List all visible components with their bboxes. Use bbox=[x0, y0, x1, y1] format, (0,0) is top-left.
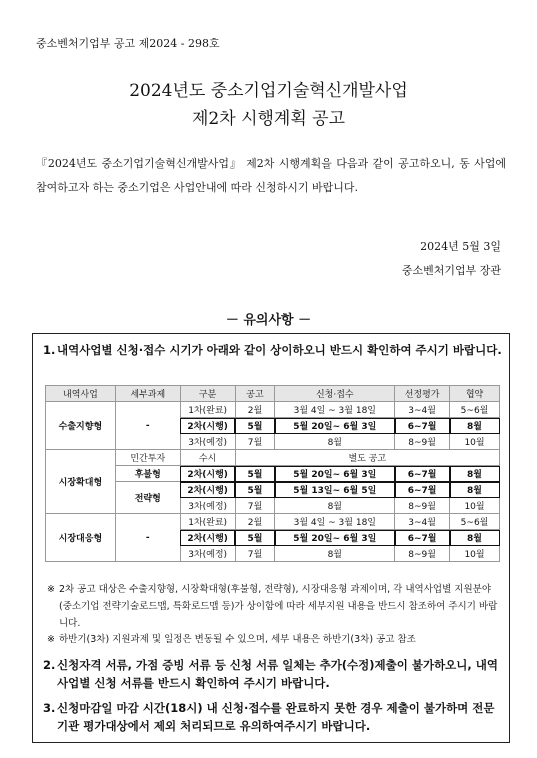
table-cell: 2차(시행) bbox=[180, 466, 235, 482]
note-number: 2. bbox=[43, 658, 56, 672]
table-row bbox=[46, 402, 500, 418]
table-cell: 2차(시행) bbox=[180, 530, 235, 546]
group-cell: 시장대응형 bbox=[46, 514, 116, 562]
notice-date: 2024년 5월 3일 bbox=[420, 240, 501, 253]
table-cell: 1차(완료) bbox=[180, 514, 235, 530]
col-header: 내역사업 bbox=[46, 386, 116, 402]
group-cell: 시장확대형 bbox=[46, 450, 116, 514]
table-cell: 5월 20일~ 6월 3일 bbox=[275, 418, 395, 434]
sub-cell: 전략형 bbox=[115, 482, 180, 514]
table-cell: 10월 bbox=[450, 498, 500, 514]
note-item-2 bbox=[43, 656, 505, 692]
footnote-mark: ※ bbox=[47, 634, 55, 645]
table-row bbox=[46, 514, 500, 530]
table-cell: 7월 bbox=[235, 498, 275, 514]
footnote-2 bbox=[47, 631, 502, 648]
page-subtitle: 제2차 시행계획 공고 bbox=[192, 109, 345, 129]
table-row bbox=[46, 450, 500, 466]
sub-cell: 민간투자 bbox=[115, 450, 180, 466]
table-cell: 6~7월 bbox=[395, 466, 450, 482]
table-cell: 2월 bbox=[235, 402, 275, 418]
footnote-mark: ※ bbox=[47, 584, 55, 595]
table-cell: 5~6월 bbox=[450, 514, 500, 530]
col-header: 선정평가 bbox=[395, 386, 450, 402]
table-cell: 5월 bbox=[235, 418, 275, 434]
table-cell: 8월 bbox=[450, 530, 500, 546]
footnote-1 bbox=[47, 581, 502, 632]
table-cell: 8월 bbox=[450, 418, 500, 434]
notes-box bbox=[32, 333, 510, 743]
footnote-text: 하반기(3차) 지원과제 및 일정은 변동될 수 있으며, 세부 내용은 하반기(3차) 공고 참조 bbox=[59, 634, 416, 645]
table-cell: 5월 bbox=[235, 466, 275, 482]
note-item-1 bbox=[43, 341, 505, 359]
table-cell: 8월 bbox=[275, 434, 395, 450]
col-header: 공고 bbox=[235, 386, 275, 402]
table-cell: 8~9월 bbox=[395, 498, 450, 514]
sub-cell: - bbox=[115, 402, 180, 450]
note-text: 신청마감일 마감 시간(18시) 내 신청·접수를 완료하지 못한 경우 제출이 불가하며 전문기관 평가대상에서 제외 처리되므로 유의하여주시기 바랍니다. bbox=[57, 701, 495, 733]
table-cell: 6~7월 bbox=[395, 418, 450, 434]
table-cell: 5월 bbox=[235, 482, 275, 498]
footnote-text: 2차 공고 대상은 수출지향형, 시장확대형(후불형, 전략형), 시장대응형 과제이며, 각 내역사업별 지원분야(중소기업 전략기술로드맵, 특화로드맵 등)가 상이함에 따라 세부지원 내용을 반드시 참조하여 주시기 바랍니다. bbox=[59, 584, 498, 629]
table-cell: 8월 bbox=[275, 546, 395, 562]
table-cell: 8월 bbox=[450, 482, 500, 498]
note-number: 3. bbox=[43, 701, 56, 715]
table-cell: 3차(예정) bbox=[180, 498, 235, 514]
table-cell: 8~9월 bbox=[395, 546, 450, 562]
table-cell: 5월 20일~ 6월 3일 bbox=[275, 466, 395, 482]
page-title: 2024년도 중소기업기술혁신개발사업 bbox=[129, 81, 408, 101]
table-cell: 5~6월 bbox=[450, 402, 500, 418]
table-cell: 2차(시행) bbox=[180, 418, 235, 434]
table-cell: 10월 bbox=[450, 434, 500, 450]
col-header: 구분 bbox=[180, 386, 235, 402]
notice-number: 중소벤처기업부 공고 제2024 - 298호 bbox=[36, 37, 220, 50]
note-item-3 bbox=[43, 699, 505, 735]
table-cell: 3차(예정) bbox=[180, 434, 235, 450]
note-text: 신청자격 서류, 가점 증빙 서류 등 신청 서류 일체는 추가(수정)제출이 불가하오니, 내역사업별 신청 서류를 반드시 확인하여 주시기 바랍니다. bbox=[57, 658, 498, 690]
table-cell: 6~7월 bbox=[395, 530, 450, 546]
sub-cell: - bbox=[115, 514, 180, 562]
schedule-table bbox=[45, 385, 500, 562]
table-cell: 1차(완료) bbox=[180, 402, 235, 418]
table-cell: 6~7월 bbox=[395, 482, 450, 498]
table-cell: 별도 공고 bbox=[235, 450, 499, 466]
table-cell: 7월 bbox=[235, 434, 275, 450]
table-header-row bbox=[46, 386, 500, 402]
issuer: 중소벤처기업부 장관 bbox=[401, 264, 501, 277]
note-text: 내역사업별 신청·접수 시기가 아래와 같이 상이하오니 반드시 확인하여 주시기 바랍니다. bbox=[57, 343, 502, 357]
table-cell: 7월 bbox=[235, 546, 275, 562]
table-cell: 2월 bbox=[235, 514, 275, 530]
table-cell: 5월 bbox=[235, 530, 275, 546]
table-cell: 3월 4일 ~ 3월 18일 bbox=[275, 514, 395, 530]
group-cell: 수출지향형 bbox=[46, 402, 116, 450]
col-header: 세부과제 bbox=[115, 386, 180, 402]
sub-cell: 후불형 bbox=[115, 466, 180, 482]
table-cell: 3차(예정) bbox=[180, 546, 235, 562]
table-cell: 3~4월 bbox=[395, 402, 450, 418]
table-cell: 2차(시행) bbox=[180, 482, 235, 498]
table-cell: 3~4월 bbox=[395, 514, 450, 530]
note-number: 1. bbox=[43, 343, 56, 357]
col-header: 협약 bbox=[450, 386, 500, 402]
table-cell: 수시 bbox=[180, 450, 235, 466]
table-cell: 5월 13일~ 6월 5일 bbox=[275, 482, 395, 498]
table-cell: 8~9월 bbox=[395, 434, 450, 450]
table-cell: 8월 bbox=[275, 498, 395, 514]
notes-heading: － 유의사항 － bbox=[225, 313, 312, 328]
table-cell: 8월 bbox=[450, 466, 500, 482]
table-cell: 10월 bbox=[450, 546, 500, 562]
table-cell: 3월 4일 ~ 3월 18일 bbox=[275, 402, 395, 418]
col-header: 신청·접수 bbox=[275, 386, 395, 402]
intro-paragraph: 『2024년도 중소기업기술혁신개발사업』 제2차 시행계획을 다음과 같이 공고하오니, 동 사업에 참여하고자 하는 중소기업은 사업안내에 따라 신청하시기 바랍니다. bbox=[36, 157, 506, 194]
table-cell: 5월 20일~ 6월 3일 bbox=[275, 530, 395, 546]
